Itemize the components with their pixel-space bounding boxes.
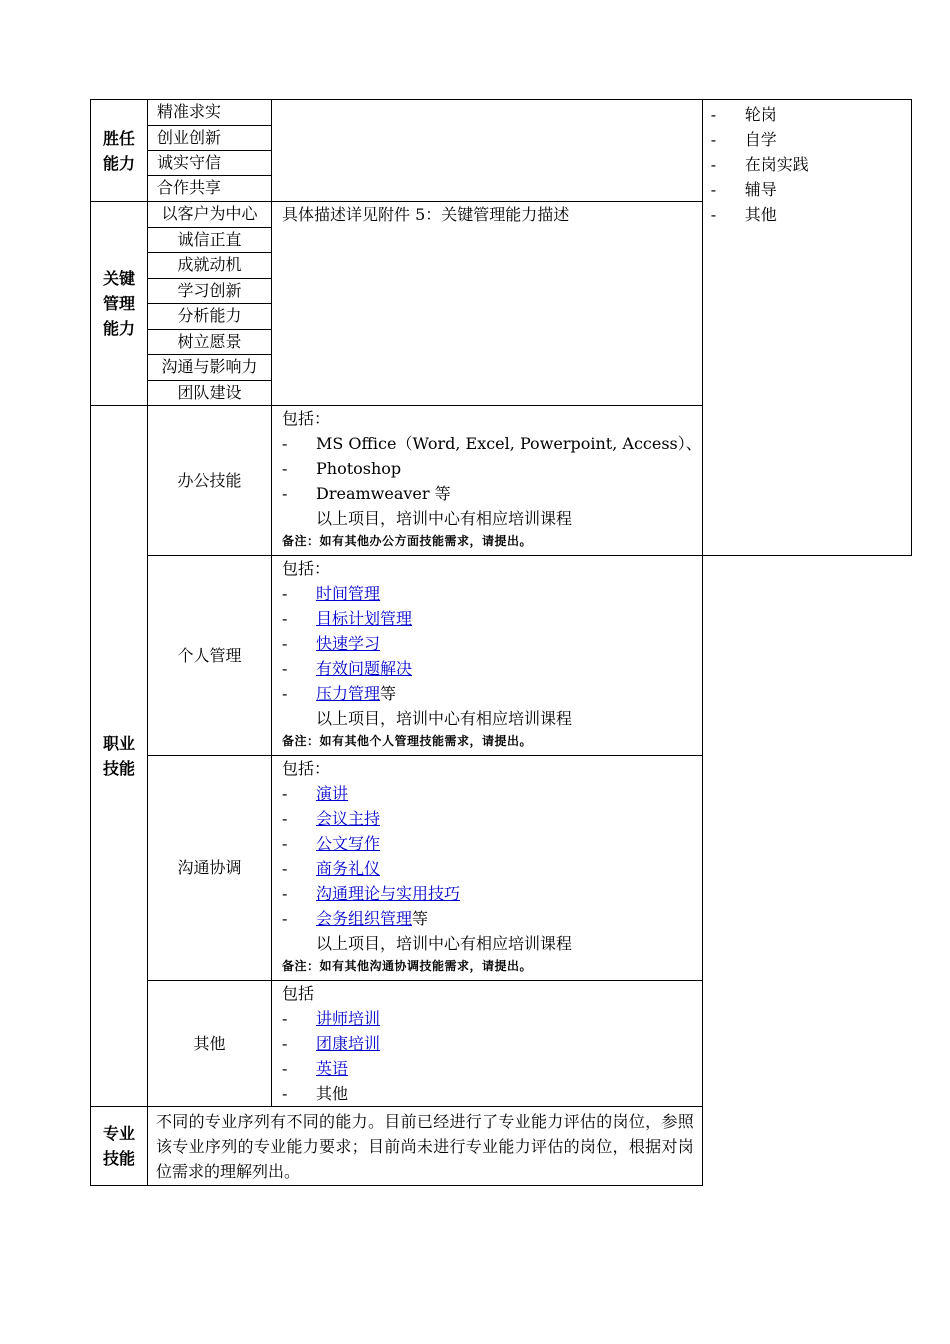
list-item: - 演讲 <box>282 784 349 803</box>
list-item: - 时间管理 <box>282 584 381 603</box>
list-item: - 英语 <box>282 1059 349 1078</box>
competency-description <box>272 100 703 202</box>
key-management-item: 树立愿景 <box>148 330 272 355</box>
list-item: - 目标计划管理 <box>282 609 413 628</box>
method-item: - 轮岗 <box>710 105 777 124</box>
course-link[interactable]: 讲师培训 <box>316 1009 381 1028</box>
competency-item: 合作共享 <box>148 176 272 202</box>
course-link[interactable]: 英语 <box>316 1059 349 1078</box>
intro-text: 包括 <box>282 984 315 1003</box>
list-item: - 有效问题解决 <box>282 659 413 678</box>
competency-item: 创业创新 <box>148 126 272 151</box>
key-management-item: 以客户为中心 <box>148 202 272 228</box>
key-management-item: 分析能力 <box>148 304 272 330</box>
training-needs-table <box>90 99 912 1186</box>
course-link[interactable]: 商务礼仪 <box>316 859 381 878</box>
list-item: - 公文写作 <box>282 834 381 853</box>
category-label: 技能 <box>102 1149 135 1168</box>
other-skills-content <box>272 981 703 1107</box>
key-management-category <box>91 202 148 406</box>
list-item: - 快速学习 <box>282 634 381 653</box>
office-skills-content <box>272 406 703 556</box>
specialty-category <box>91 1107 148 1186</box>
list-item: - 会议主持 <box>282 809 381 828</box>
communication-content <box>272 756 703 981</box>
list-item: - 压力管理等 <box>282 684 397 703</box>
key-management-description: 具体描述详见附件 5：关键管理能力描述 <box>272 202 703 406</box>
office-skills-name: 办公技能 <box>148 406 272 556</box>
footer-text: 以上项目，培训中心有相应培训课程 <box>316 509 573 528</box>
note-text: 备注：如有其他个人管理技能需求，请提出。 <box>282 734 533 748</box>
category-label: 职业 <box>102 734 135 753</box>
category-label: 能力 <box>102 319 135 338</box>
method-item: - 辅导 <box>710 180 777 199</box>
specialty-description: 不同的专业序列有不同的能力。目前已经进行了专业能力评估的岗位，参照该专业序列的专业能力要求；目前尚未进行专业能力评估的岗位，根据对岗位需求的理解列出。 <box>148 1107 703 1186</box>
course-link[interactable]: 会务组织管理 <box>316 909 413 928</box>
key-management-item: 沟通与影响力 <box>148 355 272 381</box>
list-item: - Photoshop <box>282 459 402 478</box>
course-link[interactable]: 时间管理 <box>316 584 381 603</box>
course-link[interactable]: 会议主持 <box>316 809 381 828</box>
key-management-item: 学习创新 <box>148 279 272 304</box>
category-label: 关键 <box>102 269 135 288</box>
competency-item: 精准求实 <box>148 100 272 126</box>
note-text: 备注：如有其他沟通协调技能需求，请提出。 <box>282 959 533 973</box>
category-label: 能力 <box>102 153 135 173</box>
note-text: 备注：如有其他办公方面技能需求，请提出。 <box>282 534 533 548</box>
development-methods <box>702 100 911 556</box>
category-label: 管理 <box>102 294 135 313</box>
intro-text: 包括： <box>282 559 331 578</box>
category-label: 技能 <box>102 759 135 778</box>
other-skills-name: 其他 <box>148 981 272 1107</box>
intro-text: 包括： <box>282 759 331 778</box>
list-item: - MS Office（Word, Excel, Powerpoint, Access）、 <box>282 434 702 453</box>
list-item: - 团康培训 <box>282 1034 381 1053</box>
course-link[interactable]: 演讲 <box>316 784 349 803</box>
key-management-item: 团队建设 <box>148 381 272 406</box>
category-label: 胜任 <box>102 128 135 148</box>
method-item: - 自学 <box>710 130 777 149</box>
course-link[interactable]: 公文写作 <box>316 834 381 853</box>
intro-text: 包括： <box>282 409 331 428</box>
list-item: - 讲师培训 <box>282 1009 381 1028</box>
personal-management-name: 个人管理 <box>148 556 272 756</box>
course-link[interactable]: 沟通理论与实用技巧 <box>316 884 461 903</box>
personal-management-content <box>272 556 703 756</box>
list-item: - 其他 <box>282 1084 349 1103</box>
course-link[interactable]: 团康培训 <box>316 1034 381 1053</box>
list-item: - 会务组织管理等 <box>282 909 429 928</box>
list-item: - 商务礼仪 <box>282 859 381 878</box>
key-management-item: 诚信正直 <box>148 228 272 253</box>
course-link[interactable]: 目标计划管理 <box>316 609 413 628</box>
competency-item: 诚实守信 <box>148 151 272 176</box>
list-item: - 沟通理论与实用技巧 <box>282 884 461 903</box>
course-link[interactable]: 快速学习 <box>316 634 381 653</box>
method-item: - 在岗实践 <box>710 155 809 174</box>
list-item: - Dreamweaver 等 <box>282 484 451 503</box>
course-link[interactable]: 有效问题解决 <box>316 659 413 678</box>
professional-skills-category <box>91 406 148 1107</box>
competency-category <box>91 100 148 202</box>
communication-name: 沟通协调 <box>148 756 272 981</box>
course-link[interactable]: 压力管理 <box>316 684 381 703</box>
key-management-item: 成就动机 <box>148 253 272 279</box>
footer-text: 以上项目，培训中心有相应培训课程 <box>316 934 573 953</box>
footer-text: 以上项目，培训中心有相应培训课程 <box>316 709 573 728</box>
method-item: - 其他 <box>710 205 777 224</box>
category-label: 专业 <box>102 1124 135 1143</box>
